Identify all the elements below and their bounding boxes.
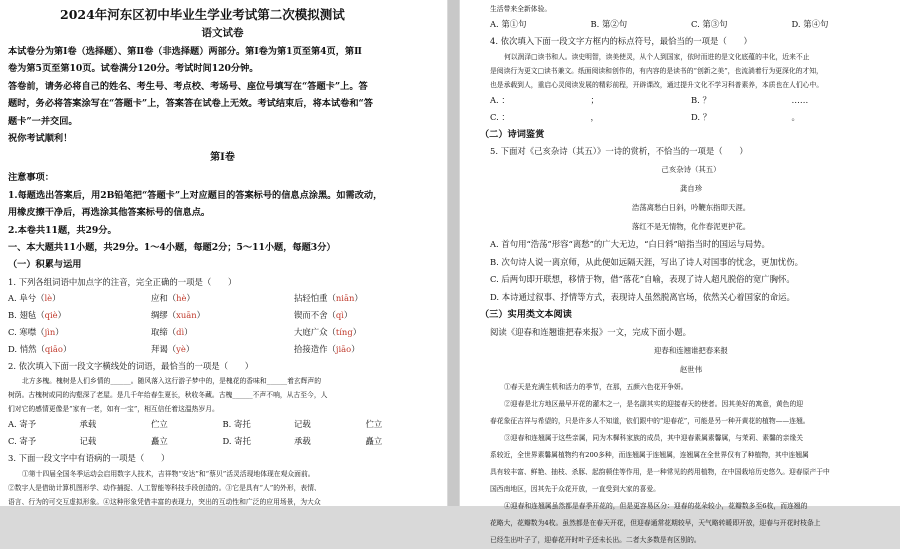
pinyin: qiāo bbox=[44, 343, 63, 354]
intro-line: 本试卷分为第Ⅰ卷（选择题）、第Ⅱ卷（非选择题）两部分。第Ⅰ卷为第1页至第4页，第Ⅱ bbox=[8, 46, 362, 57]
poem-title: 己亥杂诗（其五） bbox=[661, 165, 721, 175]
q4-option-row bbox=[490, 109, 892, 126]
q1-word: 拾接造作（jiāo） bbox=[294, 343, 360, 354]
question-4-stem: 4. 依次填入下面一段文字方框内的标点符号，最恰当的一项是（ ） bbox=[490, 36, 752, 46]
q4-option-part: D. ？ bbox=[691, 112, 712, 122]
question-3-passage: 语言、行为的可交互虚拟形象。④这种形象凭借丰富的表现力，突出的互动性和广泛的应用场景，为大众 bbox=[8, 497, 321, 506]
intro-line: 卷为第5页至第10页。试卷满分120分。考试时间120分钟。 bbox=[8, 63, 259, 75]
q2-option-word: 承载 bbox=[79, 418, 97, 429]
poem-line: 落红不是无情物，化作春泥更护花。 bbox=[631, 222, 751, 232]
q4-option-row bbox=[490, 92, 892, 109]
article-line: 系较近，全世界素馨属植物约有200多种，而连翘属于连翘属，连翘属在全世界仅有了种植物，其中连翘属 bbox=[490, 450, 809, 459]
subsection-heading: （二）诗词鉴赏 bbox=[480, 129, 545, 140]
question-2-stem: 2. 依次填入下面一段文字横线处的词语，最恰当的一项是（ ） bbox=[8, 360, 254, 371]
pinyin: jìn bbox=[44, 326, 56, 337]
article-title: 迎春和连翘谁把春来报 bbox=[654, 345, 728, 355]
q2-option-word: 矗立 bbox=[365, 435, 383, 446]
article-line: 春花象征吉祥与希望的，只是许多人不知道，依们跟中的“迎春花”，可能是另一种开黄花的植物——连翘。 bbox=[490, 416, 810, 425]
q1-word: 锲而不舍（qì） bbox=[294, 309, 353, 320]
q2-option-word: 伫立 bbox=[151, 418, 168, 429]
q2-option-word: 记载 bbox=[294, 418, 311, 429]
intro-line: 题时，务必将答案涂写在“答题卡”上，答案答在试卷上无效。考试结束后，将本试卷和“答 bbox=[8, 98, 373, 110]
exam-page-left bbox=[0, 0, 447, 506]
q5-option-d: D. 本诗通过叙事、抒情等方式，表现诗人虽然脱离官场，依然关心着国家的命运。 bbox=[490, 291, 795, 302]
pinyin: xuān bbox=[176, 309, 197, 320]
q1-word: C. 寒噤（jìn） bbox=[8, 326, 64, 337]
note-line: 用橡皮擦干净后，再选涂其他答案标号的信息点。 bbox=[8, 207, 211, 219]
q2-option-word: 伫立 bbox=[365, 418, 383, 429]
q1-word: 大庭广众（tíng） bbox=[294, 326, 362, 337]
question-2-passage: 树荫。古槐树或同的沟壑深了老屋。是几千年给春生夏长，秋收冬藏。古槐______不声不响，从古至今，人 bbox=[8, 390, 328, 399]
pinyin: yè bbox=[176, 343, 186, 354]
q1-word: 拈轻怕重（niān） bbox=[294, 292, 363, 303]
q2-option-word: B. 寄托 bbox=[222, 418, 251, 429]
q1-word: 应和（hè） bbox=[151, 292, 195, 303]
question-5-stem: 5. 下面对《己亥杂诗（其五）》一诗的赏析，不恰当的一项是（ ） bbox=[490, 146, 748, 157]
q2-option-word: 记载 bbox=[79, 435, 97, 446]
option-b: B. 第②句 bbox=[590, 19, 628, 29]
article-line: 具有较丰富、鲜艳、抽枝、杀豚、起韵顿佳等作用，是一种常见的药用植物，在中国栽培历史悠久。迎春原产于中 bbox=[490, 467, 830, 476]
q4-option-part: C. ： bbox=[490, 112, 510, 122]
question-3-stem: 3. 下面一段文字中有语病的一项是（ ） bbox=[8, 452, 170, 463]
exam-page-right bbox=[460, 0, 900, 544]
question-4-options bbox=[490, 92, 892, 126]
q4-option-part: ； bbox=[590, 95, 599, 105]
poem-author: 龚自珍 bbox=[679, 184, 703, 194]
exam-intro bbox=[8, 43, 437, 147]
option-c: C. 第③句 bbox=[691, 19, 728, 29]
notes-title: 注意事项： bbox=[8, 172, 54, 184]
question-4-passage: 何以润泽□读书和人。读史明智，读美使灵，从个人到国家，依时而进的是文化底蕴的丰化，近来不止 bbox=[504, 53, 810, 61]
article-line: 国西南地区，因其先于众花开放，一直受到大家的喜爱。 bbox=[490, 484, 660, 493]
q1-word: 拜谒（yè） bbox=[151, 343, 195, 354]
q2-option-word: 承载 bbox=[294, 435, 311, 446]
question-3-options bbox=[490, 16, 892, 33]
q4-option-part: …… bbox=[791, 95, 809, 105]
q1-option-row bbox=[8, 307, 437, 324]
article-line: ④迎春和连翘属虽然都是春季开花的，但是更容易区分：迎春的花朵较小，花瓣数多至6枚，而连翘的 bbox=[504, 501, 808, 510]
q5-option-a: A. 首句用“浩荡”形容“离愁”的广大无边，“白日斜”暗指当时的国运与局势。 bbox=[490, 239, 770, 250]
intro-line: 答卷前，请务必将自己的姓名、考生号、考点校、考场号、座位号填写在“答题卡”上。答 bbox=[8, 80, 368, 92]
q1-word: D. 悄然（qiāo） bbox=[8, 343, 72, 354]
page-gap bbox=[448, 0, 459, 506]
question-2-options bbox=[8, 416, 437, 450]
q1-option-row bbox=[8, 341, 437, 358]
q2-option-word: C. 寄予 bbox=[8, 435, 37, 446]
question-3-passage: ②数字人是借助计算机图形学、动作捕捉、人工智能等科技手段创造的。③它是具有“人”的外形，表情、 bbox=[8, 483, 321, 492]
continued-line: 生活带来全新体验。 bbox=[490, 5, 552, 13]
q1-word: A. 阜兮（lè） bbox=[8, 292, 61, 303]
option-a: A. 第①句 bbox=[490, 19, 527, 29]
part-heading: 一、本大题共11小题，共29分。1～4小题，每题2分；5～11小题，每题3分） bbox=[8, 242, 336, 254]
section-title: 第Ⅰ卷 bbox=[210, 152, 235, 164]
q4-option-part: B. ？ bbox=[691, 95, 711, 105]
q1-word: B. 翅毡（qiè） bbox=[8, 309, 66, 320]
question-4-passage: 是阅读行为更文□读书兼文。纸面阅读和创作的，有内容的是读书的“创新之美”，也流淌着行为更深化的才知， bbox=[490, 67, 823, 75]
article-line: 花略大，花瓣数为4枚。虽然都是在春天开花，但迎春通常花期较早，天气略转暖即开放，迎春与开花时枝条上 bbox=[490, 518, 821, 527]
exam-title: 2024年河东区初中毕业生学业考试第二次模拟测试 bbox=[60, 7, 345, 22]
pinyin: jiāo bbox=[335, 343, 352, 354]
article-author: 赵世伟 bbox=[679, 364, 703, 374]
article-line: ①春天是充满生机和活力的季节，在那，五颜六色花开争妍。 bbox=[504, 382, 688, 391]
article-line: ②迎春是北方地区最早开花的灌木之一，是名副其实的迎接春天的使者。因其美好的寓意，黄色的迎 bbox=[504, 399, 804, 408]
q1-option-row bbox=[8, 290, 437, 307]
question-4-passage: 也是承载到人，重启心灵阅读发展的精彩前程，开辟课改，通过提升文化不学习科普素养，本质也在人们心中。 bbox=[490, 81, 824, 89]
q2-option-word: A. 寄予 bbox=[8, 418, 37, 429]
option-d: D. 第④句 bbox=[791, 19, 829, 29]
pinyin: hè bbox=[176, 292, 187, 303]
q4-option-part: ， bbox=[590, 112, 599, 122]
q5-option-c: C. 后两句即开联想，移情于物，借“落花”自喻，表现了诗人超凡脱俗的宽广胸怀。 bbox=[490, 274, 795, 285]
article-line: 已经生出叶子了，迎春花开时叶子还未长出。二者大多数是有区别的。 bbox=[490, 535, 701, 544]
q1-option-row bbox=[8, 324, 437, 341]
subsection-heading: （三）实用类文本阅读 bbox=[480, 309, 572, 321]
pinyin: qiè bbox=[44, 309, 58, 320]
exam-subtitle: 语文试卷 bbox=[201, 27, 244, 39]
q4-option-part: A. ： bbox=[490, 95, 510, 105]
reading-instruction: 阅读《迎春和连翘谁把春来报》一文，完成下面小题。 bbox=[490, 326, 691, 337]
question-2-passage: 北方多槐。槐树是人们乡情的______。随风落入这行游子梦中的，是槐花的香味和______着玄辉声的 bbox=[22, 376, 322, 385]
q2-option-word: 矗立 bbox=[151, 435, 168, 446]
q2-option-word: D. 寄托 bbox=[222, 435, 251, 446]
pinyin: qì bbox=[335, 309, 344, 320]
poem-line: 浩荡离愁白日斜，吟鞭东指即天涯。 bbox=[631, 203, 751, 213]
subsection-heading: （一）积累与运用 bbox=[8, 259, 82, 271]
intro-line: 题卡”一并交回。 bbox=[8, 115, 78, 127]
question-2-passage: 们对它的感情更像是“家有一老，如有一宝”，相互信任着这温热岁月。 bbox=[8, 404, 219, 413]
pinyin: niān bbox=[335, 292, 355, 303]
question-3-passage: ①第十四届全国冬季运动会启用数字人技术，吉祥物“安达”和“蔡贝”活灵活现地体现在观众面前。 bbox=[22, 469, 315, 478]
q5-option-b: B. 次句诗人说一离京师，从此便如远隔天涯，写出了诗人对国事的忧念，更加忧伤。 bbox=[490, 256, 803, 267]
note-line: 1.每题选出答案后，用2B铅笔把“答题卡”上对应题目的答案标号的信息点涂黑。如需改动， bbox=[8, 189, 383, 201]
q1-word: 绸缪（xuān） bbox=[151, 309, 206, 320]
pinyin: dì bbox=[176, 326, 185, 337]
q2-option-row bbox=[8, 433, 437, 450]
question-1-stem: 1. 下列各组词语中加点字的注音，完全正确的一项是（ ） bbox=[8, 276, 237, 287]
question-1-options bbox=[8, 290, 437, 358]
q1-word: 取缔（dì） bbox=[151, 326, 193, 337]
q2-option-row bbox=[8, 416, 437, 433]
q4-option-part: 。 bbox=[791, 112, 800, 122]
article-body bbox=[490, 379, 892, 549]
article-line: ③迎春和连翘属于这些亲属，同为木樨科家族的成员，其中迎春素属素馨属，与茉莉、素馨的亲缘关 bbox=[504, 433, 804, 442]
note-line: 2.本卷共11题，共29分。 bbox=[8, 224, 117, 236]
intro-line: 祝你考试顺利！ bbox=[8, 133, 73, 145]
pinyin: tíng bbox=[335, 326, 353, 337]
pinyin: lè bbox=[44, 292, 53, 303]
